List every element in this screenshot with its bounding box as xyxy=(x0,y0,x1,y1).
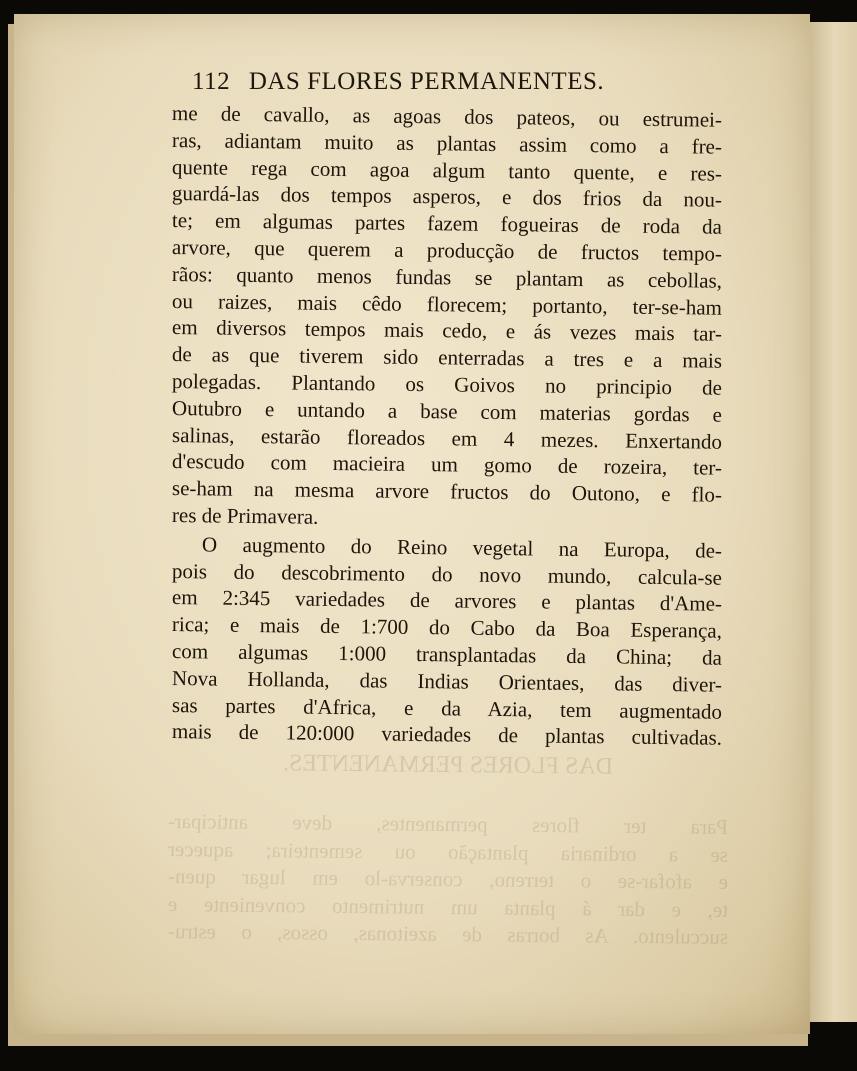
text-line: polegadas. Plantando os Goivos no principio de xyxy=(171,368,723,400)
body-text xyxy=(171,100,723,751)
text-line: ou raizes, mais cêdo florecem; portanto, ter-se-ham xyxy=(171,288,723,320)
text-line: O augmento do Reino vegetal na Europa, de- xyxy=(201,532,723,563)
running-title: DAS FLORES PERMANENTES. xyxy=(248,68,605,95)
text-line: rica; e mais de 1:700 do Cabo da Boa Esperança, xyxy=(171,612,723,643)
running-header xyxy=(192,68,712,96)
next-page-edge xyxy=(808,22,857,1022)
text-line: se-ham na mesma arvore fructos do Outono, e flo- xyxy=(171,476,723,507)
text-line: Outubro e untando a base com materias gordas e xyxy=(171,395,723,427)
text-line: pois do descobrimento do novo mundo, calcula-se xyxy=(171,558,723,590)
text-line: mais de 120:000 variedades de plantas cultivadas. xyxy=(171,719,723,751)
text-line: em diversos tempos mais cedo, e ás vezes mais tar- xyxy=(171,315,723,347)
text-line: me de cavallo, as agoas dos pateos, ou estrumei- xyxy=(171,101,723,132)
paragraph-1 xyxy=(172,100,722,529)
text-line: guardá-las dos tempos asperos, e dos frios da nou- xyxy=(171,181,723,213)
show-through-line: te, e dar á planta um nutrimento conveniente e xyxy=(167,891,729,922)
paragraph-2 xyxy=(171,531,723,751)
text-line: Nova Hollanda, das Indias Orientaes, das diver- xyxy=(171,665,723,697)
text-line: ras, adiantam muito as plantas assim como a fre- xyxy=(171,127,723,159)
text-line: em 2:345 variedades de arvores e plantas d'Ame- xyxy=(171,585,723,617)
text-line: d'escudo com macieira um gomo de rozeira, ter- xyxy=(171,449,723,481)
show-through-line: se a ordinaria plantação ou sementeira; aquecer xyxy=(167,836,729,867)
show-through-line: Para ter flores permanentes, deve anticipar- xyxy=(167,809,729,839)
text-line: salinas, estarão floreados em 4 mezes. Enxertando xyxy=(171,422,723,454)
text-line: te; em algumas partes fazem fogueiras de roda da xyxy=(171,208,723,239)
text-line: rãos: quanto menos fundas se plantam as cebollas, xyxy=(171,261,723,293)
text-line: res de Primavera. xyxy=(171,502,319,529)
text-line: arvore, que querem a producção de fructos tempo- xyxy=(171,234,723,266)
show-through-line: e afofar-se o terreno, conserva-lo em lugar quen- xyxy=(167,864,729,894)
text-line: quente rega com agoa algum tanto quente, e res- xyxy=(171,154,723,186)
text-line: com algumas 1:000 transplantadas da China; da xyxy=(171,638,723,670)
text-line: de as que tiverem sido enterradas a tres e a mais xyxy=(171,342,723,373)
text-line: sas partes d'Africa, e da Azia, tem augmentado xyxy=(171,692,723,724)
show-through-title: DAS FLORES PERMANENTES. xyxy=(282,750,614,780)
show-through-line: succulento. As borras de azeitonas, ossos, o estru- xyxy=(167,919,729,949)
page-number: 112 xyxy=(192,68,231,95)
